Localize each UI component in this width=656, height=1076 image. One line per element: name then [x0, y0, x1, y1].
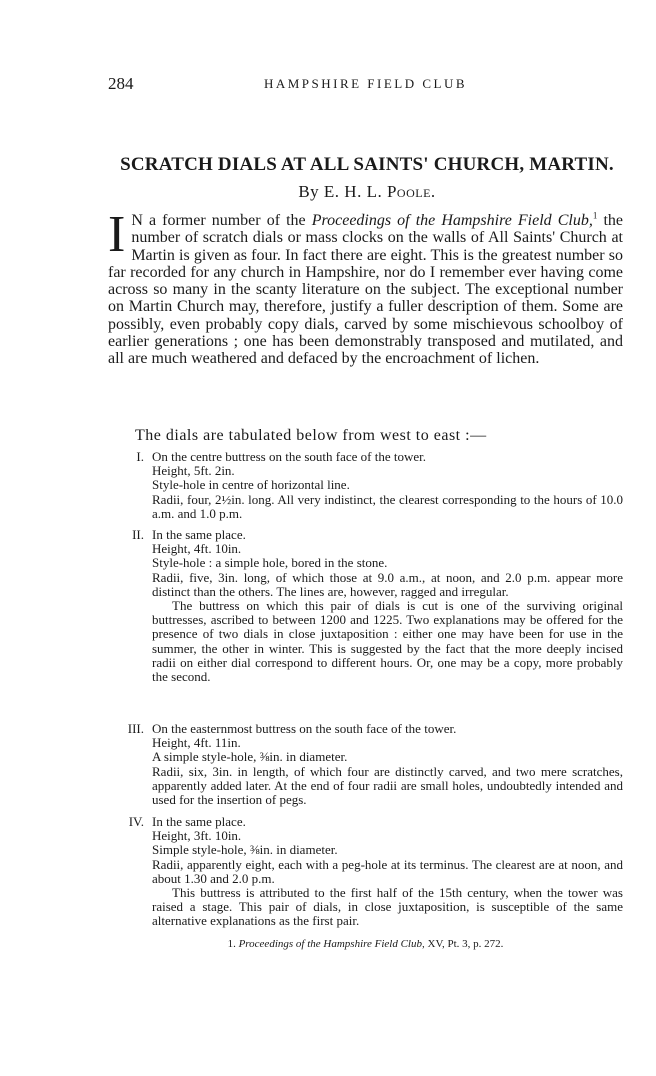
dial-number: IV.	[128, 814, 144, 829]
footnote-reference: XV, Pt. 3, p. 272.	[424, 938, 504, 950]
dial-style-hole: A simple style-hole, ⅜in. in diameter.	[152, 749, 348, 765]
journal-name: HAMPSHIRE FIELD CLUB	[263, 76, 468, 91]
page-number: 284	[108, 74, 134, 93]
dial-height: Height, 4ft. 11in.	[152, 735, 241, 751]
dial-radii: Radii, five, 3in. long, of which those at 9.0 a.m., at noon, and 2.0 p.m. appear more distinct than the others. The lines are, however, ragged and irregular.	[152, 569, 623, 599]
dial-note: This buttress is attributed to the first half of the 15th century, when the tower was raised a stage. This pair of dials, in close juxtaposition, is susceptible of the same alternative explanations as the first pair.	[152, 885, 623, 929]
dial-location: In the same place.	[152, 814, 246, 829]
author-surname: Poole.	[386, 182, 436, 201]
byline	[108, 182, 626, 202]
article-title: SCRATCH DIALS AT ALL SAINTS' CHURCH, MARTIN.	[120, 154, 614, 175]
dial-number: II.	[132, 527, 144, 542]
running-head	[108, 74, 623, 94]
dial-location: On the centre buttress on the south face of the tower.	[152, 449, 426, 464]
dial-height: Height, 3ft. 10in.	[152, 828, 242, 844]
dial-number: I.	[136, 449, 144, 464]
dial-content	[152, 722, 623, 807]
footnote-ref[interactable]: 1	[592, 210, 598, 221]
journal-citation: Proceedings of the Hampshire Field Club,	[311, 212, 593, 229]
dial-location: On the easternmost buttress on the south face of the tower.	[152, 721, 457, 736]
dial-radii: Radii, six, 3in. in length, of which four are distinctly carved, and two mere scratches, apparently added later. At the end of four radii are small holes, undoubtedly intended and used for the insertion of pegs.	[152, 763, 623, 808]
dial-content	[152, 450, 623, 521]
dial-entry-4	[108, 815, 623, 929]
dial-content	[152, 815, 623, 929]
dial-entry-3	[108, 722, 623, 807]
dial-number: III.	[127, 721, 144, 736]
footnote-citation: Proceedings of the Hampshire Field Club,	[238, 938, 425, 950]
drop-cap: I	[108, 206, 126, 263]
dial-entry-2	[108, 528, 623, 684]
dial-entry-1	[108, 450, 623, 521]
dial-radii: Radii, four, 2½in. long. All very indistinct, the clearest corresponding to the hours of 10.0 a.m. and 1.0 p.m.	[152, 491, 623, 521]
intro-text-1: N a former number of the	[131, 212, 312, 229]
intro-text-2: the number of scratch dials or mass clocks on the walls of All Saints' Church at Martin is given as four. In fact there are eight. This is the greatest number so far recorded for any church in Hampshire, nor do I remember ever having come across so many in the scanty literature on the subject. The exceptional number on Martin Church may, therefore, justify a fuller description of them. Some are possibly, even probably copy dials, carved by some mischievous schoolboy of earlier generations ; one has been demonstrably transposed and mutilated, and all are much weathered and defaced by the encroachment of lichen.	[108, 212, 623, 368]
dial-style-hole: Style-hole : a simple hole, bored in the stone.	[152, 555, 388, 571]
intro-paragraph	[108, 206, 623, 368]
tabulation-lead: The dials are tabulated below from west to east :—	[135, 427, 487, 444]
dial-location: In the same place.	[152, 527, 246, 542]
dial-content	[152, 528, 623, 684]
dial-height: Height, 5ft. 2in.	[152, 463, 235, 479]
dial-radii: Radii, apparently eight, each with a peg-hole at its terminus. The clearest are at noon, and about 1.30 and 2.0 p.m.	[152, 856, 623, 886]
byline-prefix: By E. H. L.	[298, 182, 383, 201]
dial-style-hole: Simple style-hole, ⅜in. in diameter.	[152, 842, 338, 858]
dial-note: The buttress on which this pair of dials is cut is one of the surviving original buttresses, ascribed to between 1200 and 1225. Two explanations may be offered for the presence of two dials in close juxtaposition : either one may have been for use in the summer, the other in winter. This is suggested by the fact that the more deeply incised radii on either dial correspond to different hours. Or, one may be a copy, more probably the second.	[152, 598, 623, 685]
footnote-number: 1.	[227, 938, 236, 950]
footnote	[108, 938, 623, 950]
dial-style-hole: Style-hole in centre of horizontal line.	[152, 477, 350, 493]
dial-height: Height, 4ft. 10in.	[152, 541, 242, 557]
